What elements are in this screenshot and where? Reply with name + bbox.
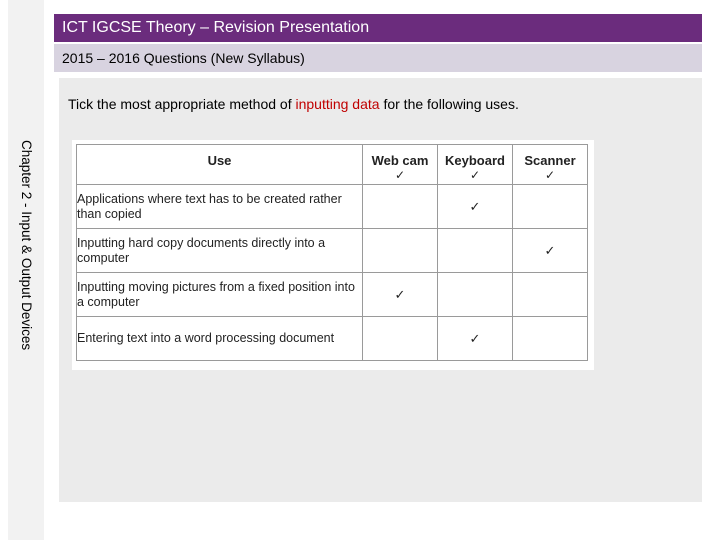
- use-cell: Applications where text has to be created rather than copied: [77, 185, 363, 229]
- check-cell: [363, 317, 438, 361]
- presentation-title: ICT IGCSE Theory – Revision Presentation: [54, 14, 702, 42]
- check-cell: ✓: [438, 317, 513, 361]
- check-icon: ✓: [469, 168, 481, 182]
- table-row: [77, 317, 588, 361]
- slide-subtitle: 2015 – 2016 Questions (New Syllabus): [54, 44, 702, 72]
- chapter-label: Chapter 2 - Input & Output Devices: [19, 140, 34, 351]
- check-cell: ✓: [438, 185, 513, 229]
- use-cell: Entering text into a word processing document: [77, 317, 363, 361]
- column-header-scanner: [513, 145, 588, 185]
- check-icon: ✓: [544, 168, 556, 182]
- column-header-webcam: [363, 145, 438, 185]
- answer-table: [76, 144, 588, 361]
- table-header-row: [77, 145, 588, 185]
- column-label: Web cam: [371, 153, 429, 168]
- check-cell: [438, 273, 513, 317]
- column-label: Scanner: [524, 153, 576, 168]
- check-cell: [438, 229, 513, 273]
- use-cell: Inputting moving pictures from a fixed position into a computer: [77, 273, 363, 317]
- check-cell: [363, 185, 438, 229]
- table-row: [77, 185, 588, 229]
- column-header-keyboard: [438, 145, 513, 185]
- check-cell: [513, 273, 588, 317]
- instruction-highlight: inputting data: [295, 96, 380, 112]
- instruction-text-after: for the following uses.: [379, 96, 519, 112]
- answer-table-image: [72, 140, 594, 370]
- instruction-text-before: Tick the most appropriate method of: [68, 96, 296, 112]
- check-cell: ✓: [363, 273, 438, 317]
- check-cell: [363, 229, 438, 273]
- check-icon: ✓: [394, 168, 406, 182]
- use-column-header: Use: [77, 145, 363, 185]
- table-row: [77, 273, 588, 317]
- use-cell: Inputting hard copy documents directly into a computer: [77, 229, 363, 273]
- check-cell: [513, 185, 588, 229]
- check-cell: [513, 317, 588, 361]
- question-instruction: [68, 96, 519, 112]
- column-label: Keyboard: [445, 153, 505, 168]
- table-row: [77, 229, 588, 273]
- check-cell: ✓: [513, 229, 588, 273]
